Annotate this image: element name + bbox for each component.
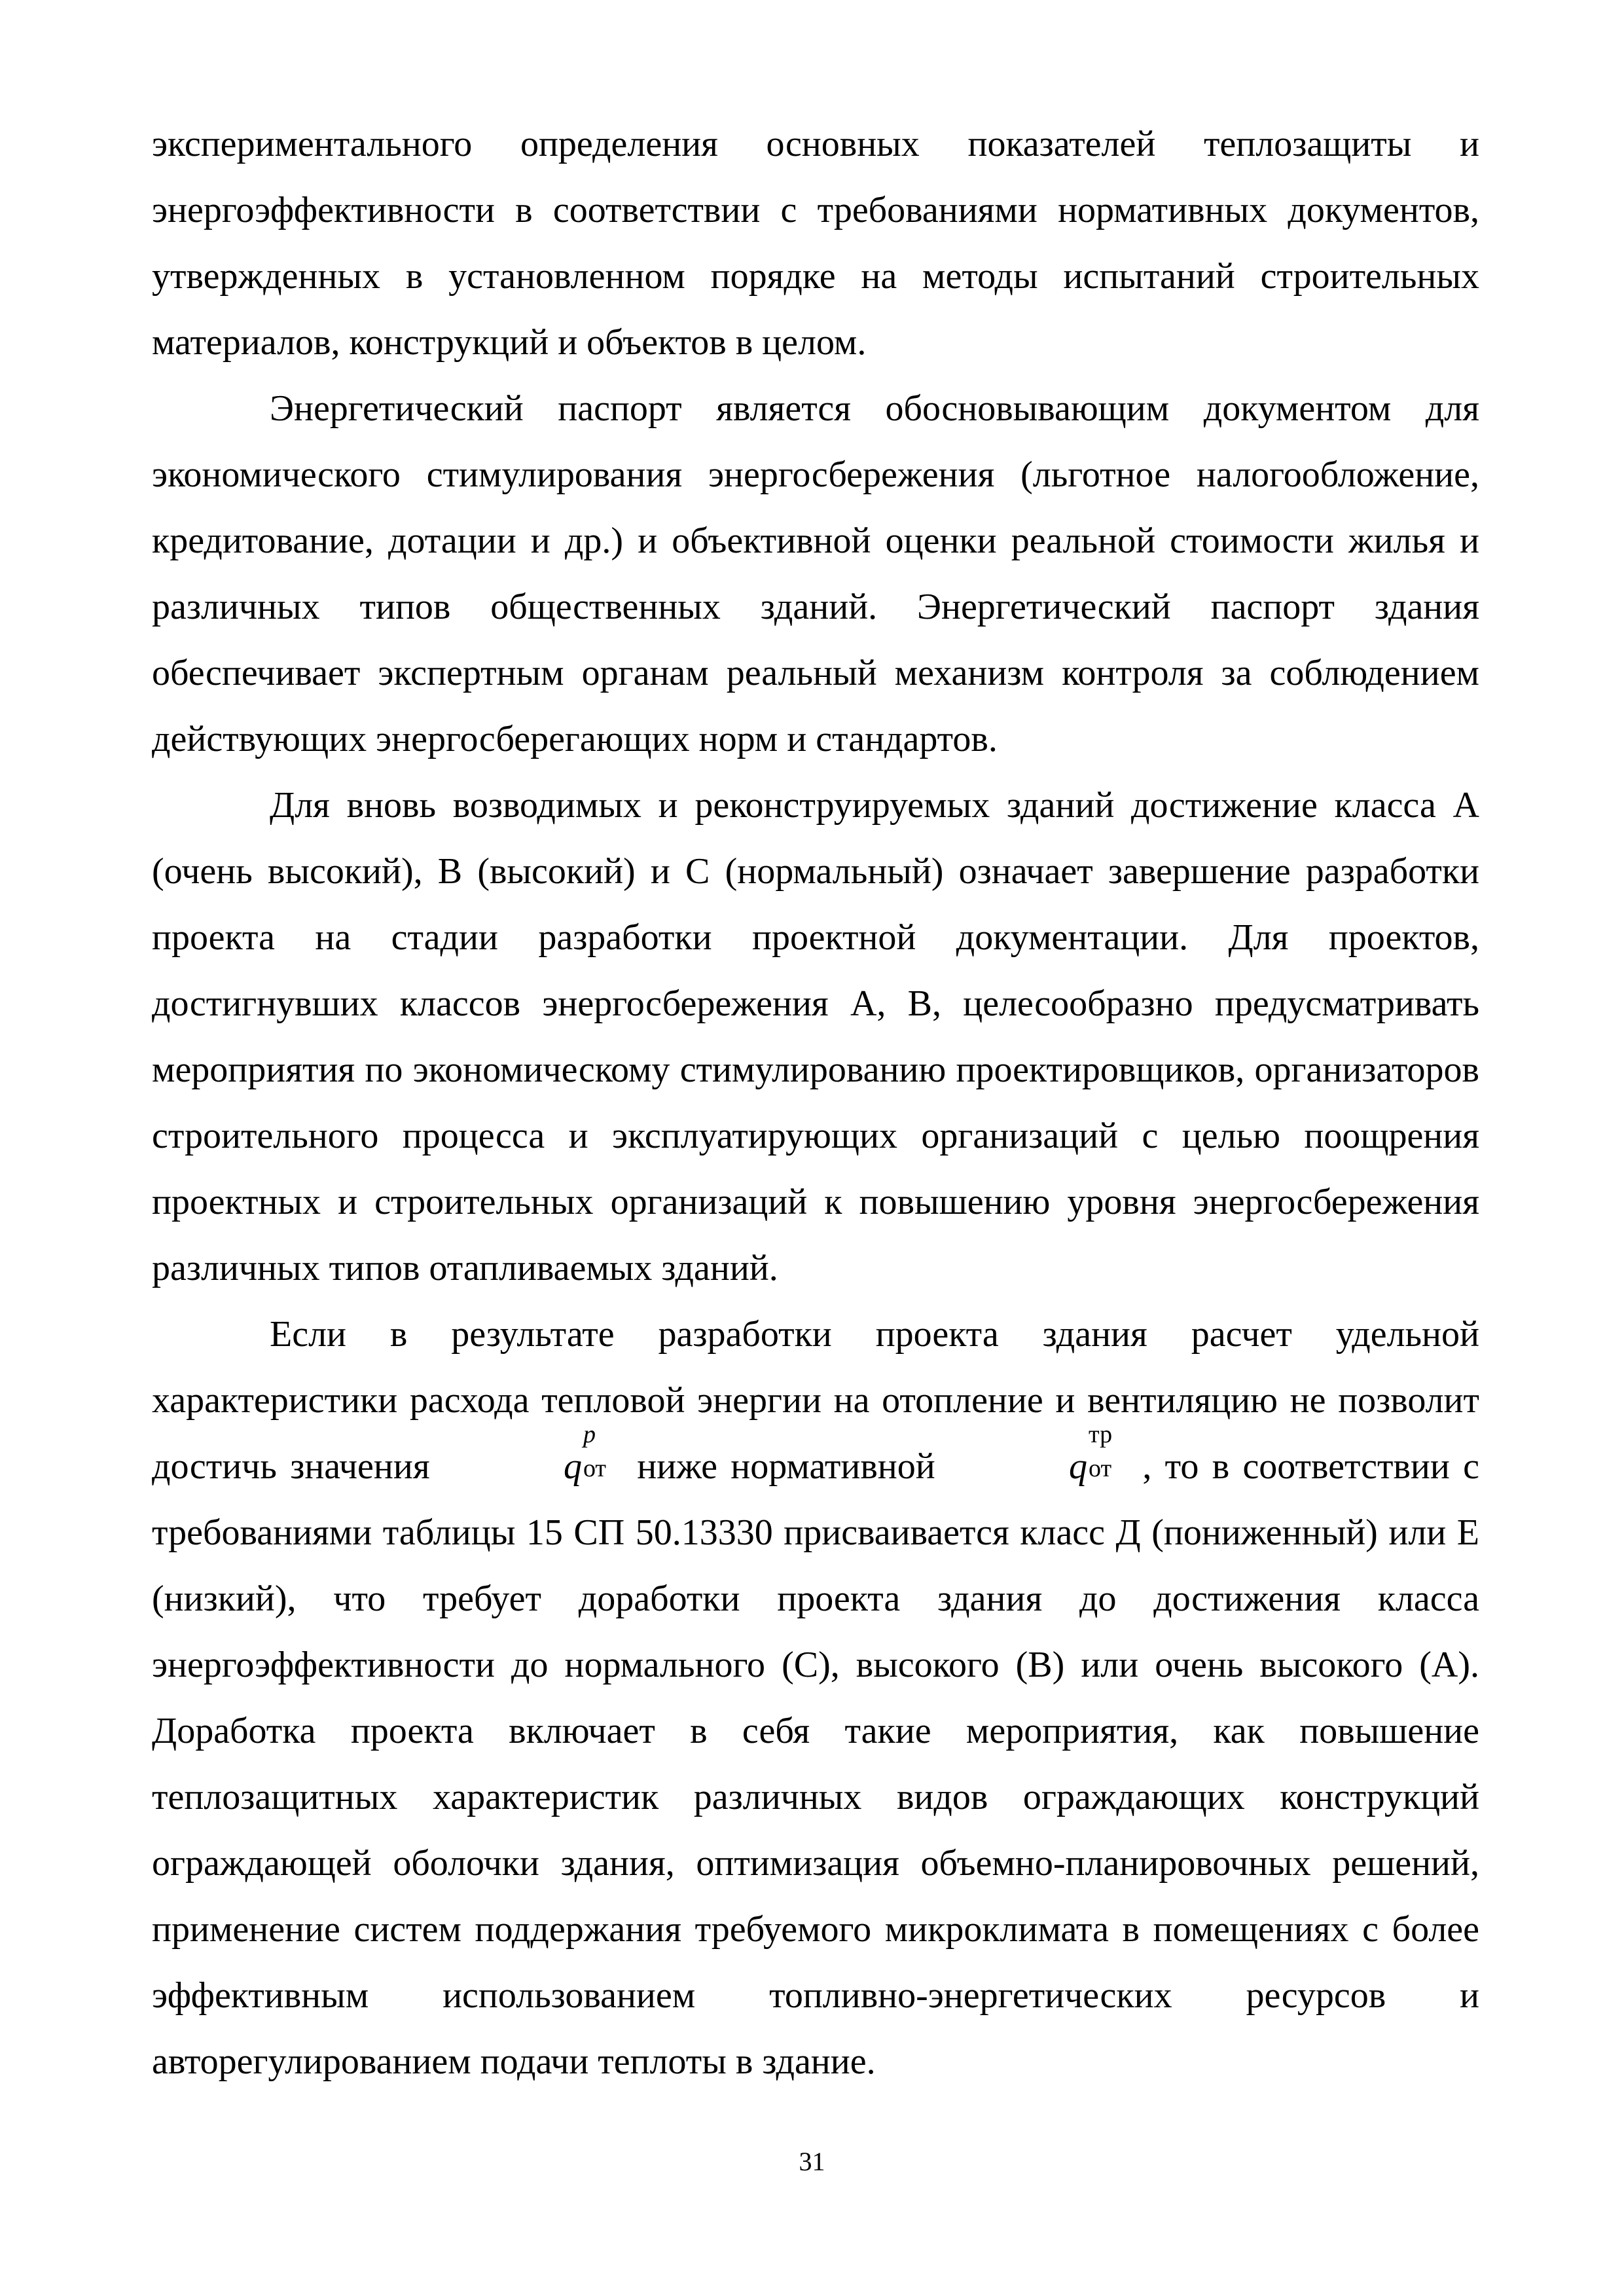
paragraph-3: Для вновь возводимых и реконструируемых зданий достижение класса А (очень высокий), В (высокий) и С (нормальный) означает завершение разработки проекта на стадии разработки проектной документации. Для проектов, достигнувших классов энергосбережения А, В, целесообразно предусматривать мероприятия по экономическому стимулированию проектировщиков, организаторов строительного процесса и эксплуатирующих организаций с целью поощрения проектных и строительных организаций к повышению уровня энергосбережения различных типов отапливаемых зданий. xyxy=(152,785,1479,1288)
paragraph-4 xyxy=(152,1302,1479,2095)
formula-q-normative xyxy=(951,1421,1127,1500)
formula-q-normative-sup: тр xyxy=(1089,1421,1113,1448)
formula-q-calculated-sup: p xyxy=(583,1421,596,1448)
page-number: 31 xyxy=(799,2147,825,2176)
formula-q-calculated-sub: от xyxy=(583,1455,607,1482)
paragraph-1: экспериментального определения основных показателей теплозащиты и энергоэффективности в соответствии с требованиями нормативных документов, утвержденных в установленном порядке на методы испытаний строительных материалов, конструкций и объектов в целом. xyxy=(152,124,1479,363)
formula-q-calculated xyxy=(446,1421,621,1500)
body-text xyxy=(152,111,1479,2095)
formula-q-calculated-base: q xyxy=(563,1446,582,1487)
paragraph-2: Энергетический паспорт является обосновывающим документом для экономического стимулирования энергосбережения (льготное налогообложение, кредитование, дотации и др.) и объективной оценки реальной стоимости жилья и различных типов общественных зданий. Энергетический паспорт здания обеспечивает экспертным органам реальный механизм контроля за соблюдением действующих энергосберегающих норм и стандартов. xyxy=(152,388,1479,759)
formula-q-normative-base: q xyxy=(1069,1446,1088,1487)
paragraph-4-part-1: Если в результате разработки проекта здания расчет удельной характеристики расхода тепловой энергии на отопление и вентиляцию не позволит достичь значения xyxy=(152,1314,1479,1487)
paragraph-4-part-3: , то в соответствии с требованиями таблицы 15 СП 50.13330 присваивается класс Д (пониженный) или Е (низкий), что требует доработки проекта здания до достижения класса энергоэффективности до нормального (С), высокого (В) или очень высокого (А). Доработка проекта включает в себя такие мероприятия, как повышение теплозащитных характеристик различных видов ограждающих конструкций ограждающей оболочки здания, оптимизация объемно-планировочных решений, применение систем поддержания требуемого микроклимата в помещениях с более эффективным использованием топливно-энергетических ресурсов и авторегулированием подачи теплоты в здание. xyxy=(152,1446,1480,2082)
formula-q-normative-sub: от xyxy=(1089,1455,1112,1482)
paragraph-4-part-2: ниже нормативной xyxy=(637,1446,935,1487)
